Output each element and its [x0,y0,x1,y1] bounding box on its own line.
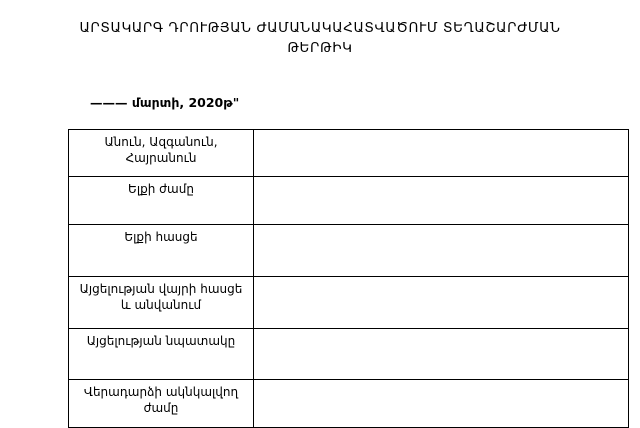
date-line: ——— մարտի, 2020թ" [90,95,240,110]
document-title-line-2: ԹԵՐԹԻԿ [287,40,353,56]
form-row-departure-time [69,177,629,225]
movement-form-table [68,129,629,428]
visit-purpose-field[interactable] [254,329,629,380]
visit-place-label: Այցելության վայրի հասցե և անվանում [69,277,254,329]
departure-time-field[interactable] [254,177,629,225]
visit-purpose-label: Այցելության նպատակը [69,329,254,380]
departure-address-field[interactable] [254,225,629,277]
return-time-field[interactable] [254,380,629,428]
form-row-visit-place [69,277,629,329]
return-time-label: Վերադարձի ակնկալվող ժամը [69,380,254,428]
form-row-return-time [69,380,629,428]
full-name-field[interactable] [254,130,629,177]
form-row-departure-address [69,225,629,277]
document-title [0,18,640,58]
departure-address-label: Ելքի հասցե [69,225,254,277]
form-row-full-name [69,130,629,177]
form-row-visit-purpose [69,329,629,380]
departure-time-label: Ելքի ժամը [69,177,254,225]
visit-place-field[interactable] [254,277,629,329]
full-name-label: Անուն, Ազգանուն, Հայրանուն [69,130,254,177]
document-title-line-1: ԱՐՏԱԿԱՐԳ ԴՐՈՒԹՅԱՆ ԺԱՄԱՆԱԿԱՀԱՏՎԱԾՈՒՄ ՏԵՂԱՇԱՐԺՄԱՆ [79,20,561,36]
